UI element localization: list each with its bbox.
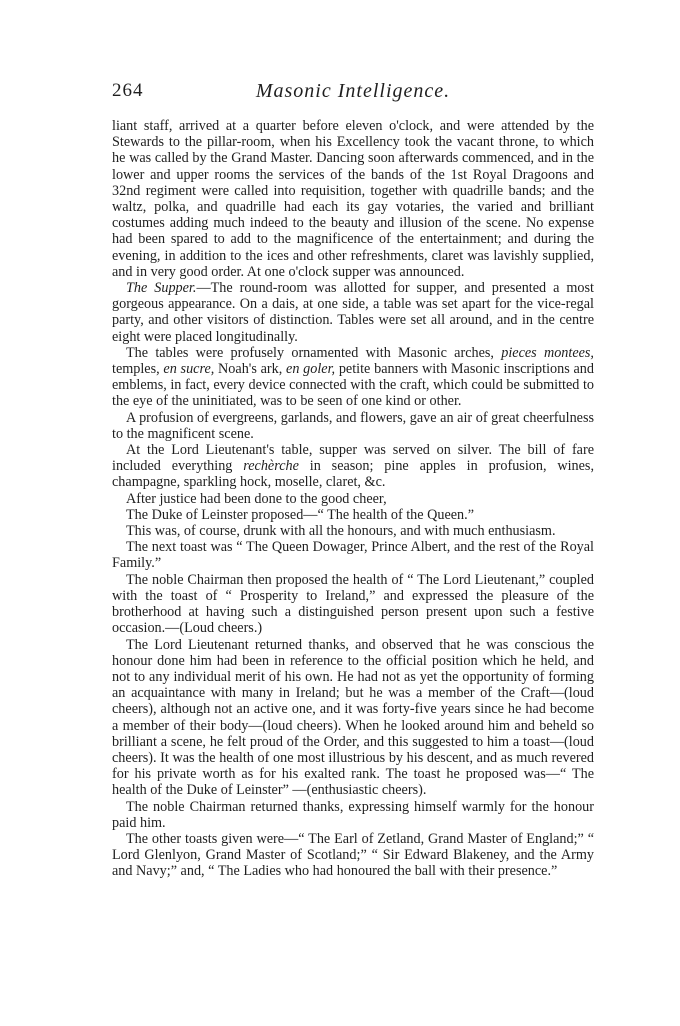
text-run: Noah's ark, (214, 361, 287, 378)
paragraph (112, 280, 594, 345)
italic-text: en goler, (286, 361, 336, 378)
paragraph (112, 345, 594, 410)
paragraph (112, 491, 594, 507)
text-run: temples, (112, 361, 164, 378)
text-run: The noble Chairman then proposed the health of “ The Lord Lieutenant,” coupled with the toast of “ Prosperity to Ireland,” and expressed the pleasure of the brotherhood at having such a distinguished person present upon such a festive occasion.—(Loud cheers.) (112, 571, 594, 637)
page-number: 264 (112, 80, 144, 101)
text-run: in season; pine apples in profusion, wines, champagne, sparkling hock, moselle, claret, &c. (112, 458, 594, 491)
paragraph (112, 539, 594, 571)
paragraph (112, 637, 594, 799)
article-body (112, 118, 594, 880)
text-run: The Duke of Leinster proposed—“ The health of the Queen.” (126, 506, 474, 523)
paragraph (112, 523, 594, 539)
paragraph (112, 118, 594, 280)
text-run: The Lord Lieutenant returned thanks, and observed that he was conscious the honour done him had been in reference to the official position which he held, and not to any individual merit of his own. He had not as yet the opportunity of forming an acquaintance with many in Ireland; but he was a member of the Craft—(loud cheers), although not an active one, and it was forty-five years since he had become a member of their body—(loud cheers). When he looked around him and beheld so brilliant a scene, he felt proud of the Order, and this suggested to him a toast—(loud cheers). It was the health of one most illustrious by his descent, and as much revered for his private worth as for his exalted rank. The toast he proposed was—“ The health of the Duke of Leinster” —(enthusiastic cheers). (112, 636, 594, 799)
text-run: The next toast was “ The Queen Dowager, Prince Albert, and the rest of the Royal Family.” (112, 539, 594, 572)
text-run: At the Lord Lieutenant's table, supper was served on silver. The bill of fare included everything (112, 442, 594, 475)
text-run: After justice had been done to the good cheer, (126, 490, 387, 507)
paragraph (112, 410, 594, 442)
paragraph (112, 799, 594, 831)
text-run: The other toasts given were—“ The Earl of Zetland, Grand Master of England;” “ Lord Glenlyon, Grand Master of Scotland;” “ Sir Edward Blakeney, and the Army and Navy;” and, “ The Ladies who had honoured the ball with their presence.” (112, 830, 594, 880)
running-title: Masonic Intelligence. (255, 80, 451, 102)
paragraph (112, 507, 594, 523)
italic-text: rechèrche (243, 458, 299, 475)
text-run: —The round-room was allotted for supper, and presented a most gorgeous appearance. On a dais, at one side, a table was set apart for the vice-regal party, and other visitors of distinction. Tables were set all around, and in the centre eight were placed longitudinally. (112, 280, 594, 345)
text-run: petite banners with Masonic inscriptions and emblems, in fact, every device connected with the craft, which could be submitted to the eye of the uninitiated, was to be seen of one kind or other. (112, 361, 594, 410)
text-run: liant staff, arrived at a quarter before eleven o'clock, and were attended by the Stewards to the pillar-room, when his Excellency took the vacant throne, to which he was called by the Grand Master. Dancing soon afterwards commenced, and in the lower and upper rooms the services of the bands of the 1st Royal Dragoons and 32nd regiment were called into requisition, together with quadrille bands; and the waltz, polka, and quadrille had each its gay votaries, the varied and brilliant costumes adding much indeed to the beauty and illusion of the scene. No expense had been spared to add to the magnificence of the entertainment; and during the evening, in addition to the ices and other refreshments, claret was lavishly supplied, and in very good order. At one o'clock supper was announced. (112, 118, 594, 280)
text-run: A profusion of evergreens, garlands, and flowers, gave an air of great cheerfulness to the magnificent scene. (112, 409, 594, 442)
paragraph (112, 831, 594, 880)
text-run: The noble Chairman returned thanks, expressing himself warmly for the honour paid him. (112, 798, 594, 831)
text-run: The tables were profusely ornamented with Masonic arches, (126, 344, 502, 361)
italic-text: The Supper. (126, 280, 197, 297)
page-header (112, 80, 594, 106)
paragraph (112, 442, 594, 491)
italic-text: pieces montees, (501, 344, 594, 361)
italic-text: en sucre, (163, 361, 215, 378)
paragraph (112, 572, 594, 637)
text-run: This was, of course, drunk with all the honours, and with much enthusiasm. (126, 523, 556, 540)
